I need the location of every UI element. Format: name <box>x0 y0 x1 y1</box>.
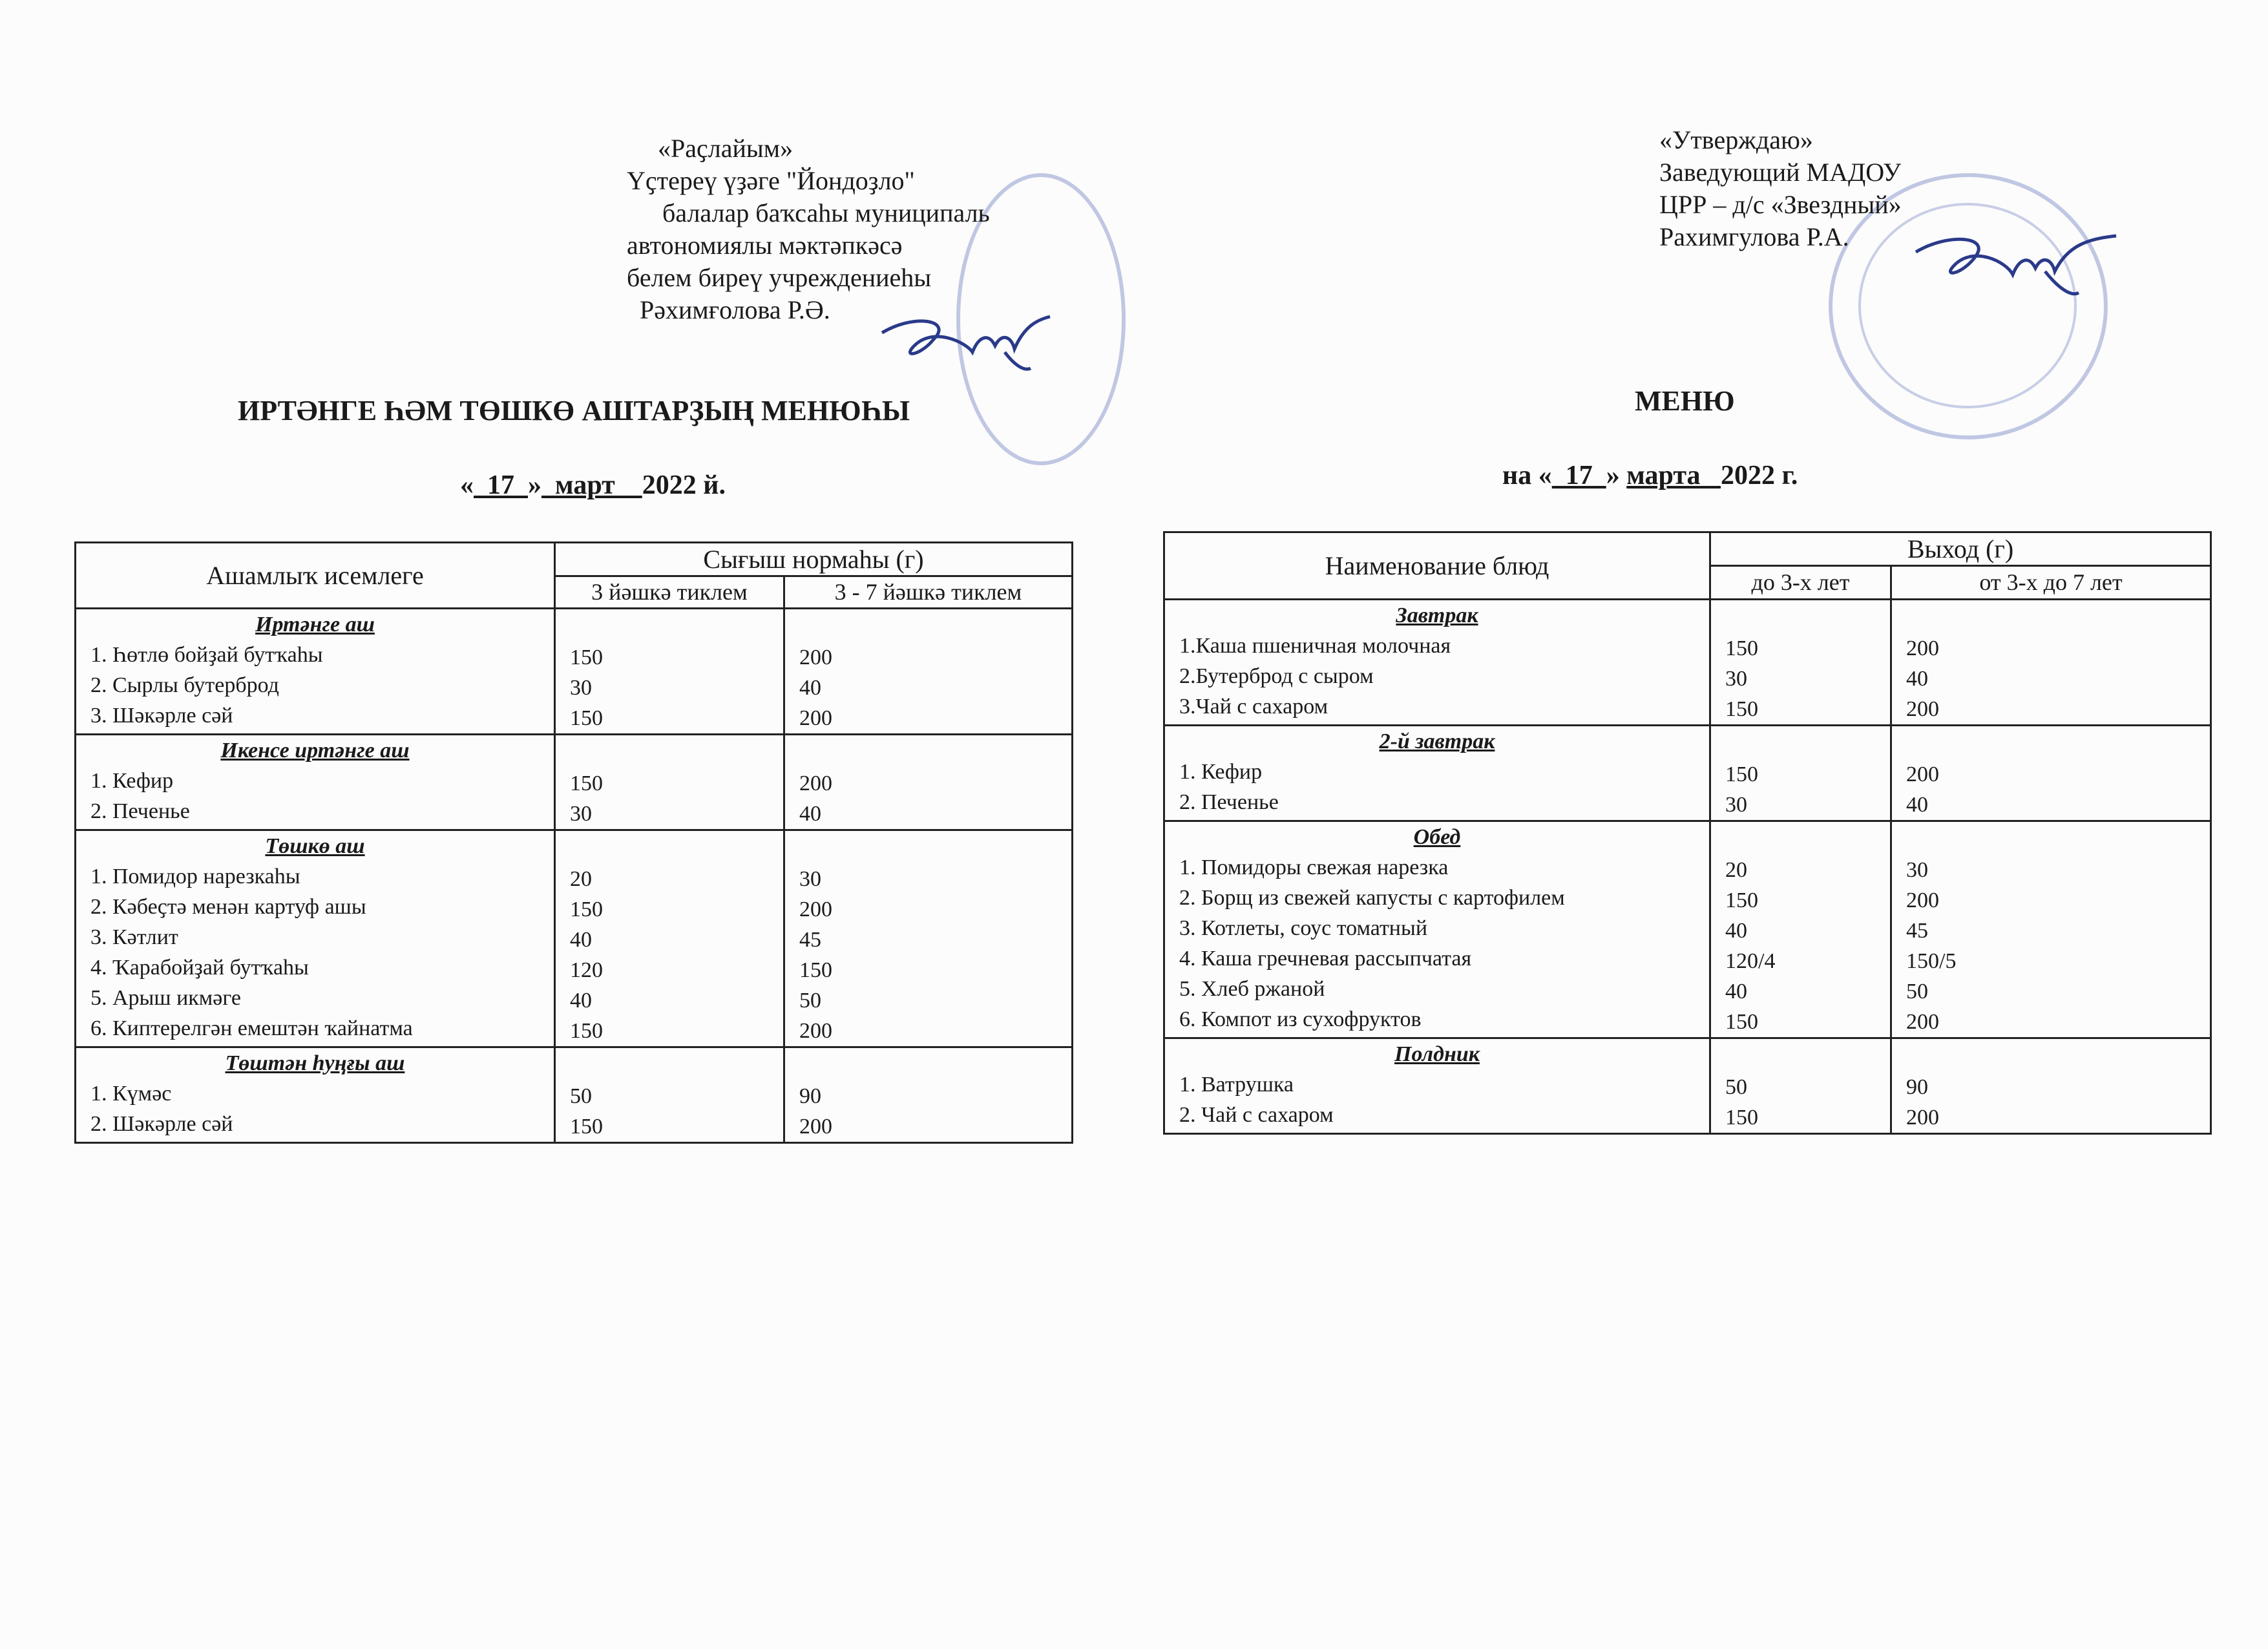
dish-item: 1. Күмәс <box>90 1082 172 1106</box>
approval-line: белем биреү учреждениеһы <box>627 263 932 292</box>
approval-line: ЦРР – д/с «Звездный» <box>1659 190 1902 219</box>
date-year: 2022 г. <box>1720 461 1798 490</box>
portion-age2: 40 <box>799 676 821 700</box>
dish-item: 3. Кәтлит <box>90 925 178 949</box>
meal-name: 2-й завтрак <box>1379 730 1495 753</box>
meal-row <box>76 609 1073 735</box>
dish-item: 1. Помидоры свежая нарезка <box>1179 856 1449 879</box>
dish-item: 6. Компот из сухофруктов <box>1179 1007 1422 1031</box>
portion-age2: 200 <box>799 1019 832 1043</box>
portion-age2: 50 <box>799 989 821 1013</box>
portion-age2: 200 <box>1906 1010 1939 1034</box>
portion-age2: 50 <box>1906 980 1928 1003</box>
dish-item: 4. Каша гречневая рассыпчатая <box>1179 947 1472 971</box>
portion-age1: 20 <box>570 867 592 891</box>
portion-age2: 90 <box>799 1084 821 1108</box>
approval-line: Заведующий МАДОУ <box>1659 158 1902 187</box>
portion-age2: 45 <box>799 928 821 952</box>
portion-age2: 200 <box>1906 762 1939 786</box>
portion-age1: 150 <box>570 772 603 795</box>
portion-age2: 200 <box>799 1115 832 1139</box>
portion-age2: 45 <box>1906 919 1928 943</box>
dish-item: 1. Кефир <box>90 769 174 793</box>
dish-item: 2. Чай с сахаром <box>1179 1103 1334 1127</box>
approval-block-bashkir <box>627 132 1092 326</box>
dish-item: 2. Шәкәрле сәй <box>90 1112 233 1136</box>
dish-item: 2.Бутерброд с сыром <box>1179 664 1374 688</box>
portion-age1: 150 <box>570 1115 603 1139</box>
portion-age1: 150 <box>570 706 603 730</box>
meal-row <box>1164 600 2211 726</box>
date-month: март <box>541 470 642 500</box>
meal-row <box>76 830 1073 1047</box>
portion-age1: 150 <box>1725 1010 1758 1034</box>
meal-name: Иртәнге аш <box>255 613 375 636</box>
portion-age1: 40 <box>1725 919 1747 943</box>
dish-item: 5. Хлеб ржаной <box>1179 977 1325 1001</box>
portion-age2: 150 <box>799 958 832 982</box>
meal-name: Обед <box>1413 825 1461 849</box>
dish-item: 2. Печенье <box>90 799 190 823</box>
meal-name: Полдник <box>1394 1042 1480 1066</box>
meal-name: Икенсе иртәнге аш <box>220 739 410 762</box>
portion-age2: 200 <box>1906 636 1939 660</box>
portion-age2: 200 <box>799 898 832 921</box>
dish-item: 1. Ватрушка <box>1179 1073 1294 1097</box>
column-header-dish: Ашамлыҡ исемлеге <box>76 543 555 609</box>
portion-age1: 50 <box>1725 1075 1747 1099</box>
meal-row <box>76 735 1073 830</box>
approval-line: Үҫтереү үҙәге "Йондоҙло" <box>627 166 915 195</box>
portion-age1: 30 <box>570 676 592 700</box>
portion-age1: 150 <box>1725 888 1758 912</box>
menu-title-russian: МЕНЮ <box>1635 385 1735 417</box>
dish-item: 1. Кефир <box>1179 760 1263 784</box>
portion-age1: 150 <box>1725 697 1758 721</box>
dish-item: 6. Киптерелгән емештән ҡайнатма <box>90 1016 413 1040</box>
portion-age2: 30 <box>1906 858 1928 882</box>
portion-age1: 150 <box>1725 762 1758 786</box>
menu-date-bashkir <box>460 470 726 501</box>
portion-age1: 40 <box>1725 980 1747 1003</box>
dish-item: 3.Чай с сахаром <box>1179 695 1328 719</box>
dish-item: 2. Борщ из свежей капусты с картофилем <box>1179 886 1565 910</box>
column-header-output: Сығыш нормаһы (г) <box>555 543 1073 576</box>
meal-name: Завтрак <box>1396 604 1478 627</box>
portion-age1: 150 <box>570 898 603 921</box>
dish-item: 2. Сырлы бутерброд <box>90 673 279 697</box>
portion-age2: 200 <box>1906 1106 1939 1129</box>
date-middle: » <box>1606 461 1627 490</box>
dish-item: 5. Арыш икмәге <box>90 986 241 1010</box>
date-month: марта <box>1626 461 1721 490</box>
portion-age1: 40 <box>570 989 592 1013</box>
portion-age1: 30 <box>1725 793 1747 817</box>
portion-age1: 50 <box>570 1084 592 1108</box>
approval-line: Рәхимғолова Р.Ә. <box>640 295 830 324</box>
approval-line: «Раҫлайым» <box>658 134 793 163</box>
dish-item: 1. Помидор нарезкаһы <box>90 865 300 888</box>
portion-age2: 40 <box>1906 667 1928 691</box>
column-header-age2: от 3-х до 7 лет <box>1891 566 2211 600</box>
date-day: 17 <box>1551 461 1606 490</box>
portion-age1: 30 <box>570 802 592 826</box>
portion-age1: 150 <box>1725 636 1758 660</box>
portion-age2: 30 <box>799 867 821 891</box>
meal-name: Төшкө аш <box>265 834 365 858</box>
approval-line: балалар баҡсаһы муниципаль <box>662 198 990 227</box>
portion-age1: 120/4 <box>1725 949 1776 973</box>
dish-item: 3. Котлеты, соус томатный <box>1179 916 1428 940</box>
dish-item: 2. Печенье <box>1179 790 1279 814</box>
dish-item: 3. Шәкәрле сәй <box>90 704 233 728</box>
column-header-age2: 3 - 7 йәшкә тиклем <box>784 576 1073 609</box>
date-prefix: на « <box>1502 461 1552 490</box>
dish-item: 1.Каша пшеничная молочная <box>1179 634 1451 658</box>
portion-age1: 150 <box>1725 1106 1758 1129</box>
portion-age1: 150 <box>570 646 603 669</box>
date-middle: » <box>528 470 541 500</box>
menu-date-russian <box>1502 460 1798 491</box>
menu-title-bashkir: ИРТӘНГЕ ҺӘМ ТӨШКӨ АШТАРҘЫҢ МЕНЮҺЫ <box>238 395 910 426</box>
portion-age2: 200 <box>799 646 832 669</box>
menu-table-bashkir <box>74 541 1073 1144</box>
approval-line: «Утверждаю» <box>1659 125 1813 154</box>
meal-row <box>76 1047 1073 1143</box>
meal-row <box>1164 821 2211 1038</box>
meal-row <box>1164 1038 2211 1134</box>
portion-age1: 120 <box>570 958 603 982</box>
meal-row <box>1164 726 2211 821</box>
portion-age2: 90 <box>1906 1075 1928 1099</box>
portion-age2: 40 <box>799 802 821 826</box>
portion-age1: 20 <box>1725 858 1747 882</box>
portion-age1: 30 <box>1725 667 1747 691</box>
column-header-dish: Наименование блюд <box>1164 532 1710 600</box>
date-prefix: « <box>460 470 474 500</box>
portion-age2: 200 <box>1906 697 1939 721</box>
column-header-age1: 3 йәшкә тиклем <box>555 576 784 609</box>
dish-item: 2. Кәбеҫтә менән картуф ашы <box>90 895 366 919</box>
portion-age1: 40 <box>570 928 592 952</box>
dish-item: 4. Ҡарабойҙай бутҡаһы <box>90 956 309 980</box>
column-header-output: Выход (г) <box>1710 532 2211 566</box>
menu-table-russian <box>1163 531 2212 1135</box>
portion-age2: 40 <box>1906 793 1928 817</box>
approval-line: Рахимгулова Р.А. <box>1659 222 1849 251</box>
portion-age2: 200 <box>799 706 832 730</box>
portion-age2: 150/5 <box>1906 949 1957 973</box>
date-day: 17 <box>474 470 528 500</box>
date-year: 2022 й. <box>642 470 726 500</box>
portion-age1: 150 <box>570 1019 603 1043</box>
column-header-age1: до 3-х лет <box>1710 566 1891 600</box>
meal-name: Төштән һуңғы аш <box>225 1051 405 1075</box>
approval-line: автономиялы мәктәпкәсә <box>627 231 903 260</box>
portion-age2: 200 <box>799 772 832 795</box>
approval-block-russian <box>1659 124 1995 253</box>
portion-age2: 200 <box>1906 888 1939 912</box>
dish-item: 1. Һөтлө бойҙай бутҡаһы <box>90 643 323 667</box>
